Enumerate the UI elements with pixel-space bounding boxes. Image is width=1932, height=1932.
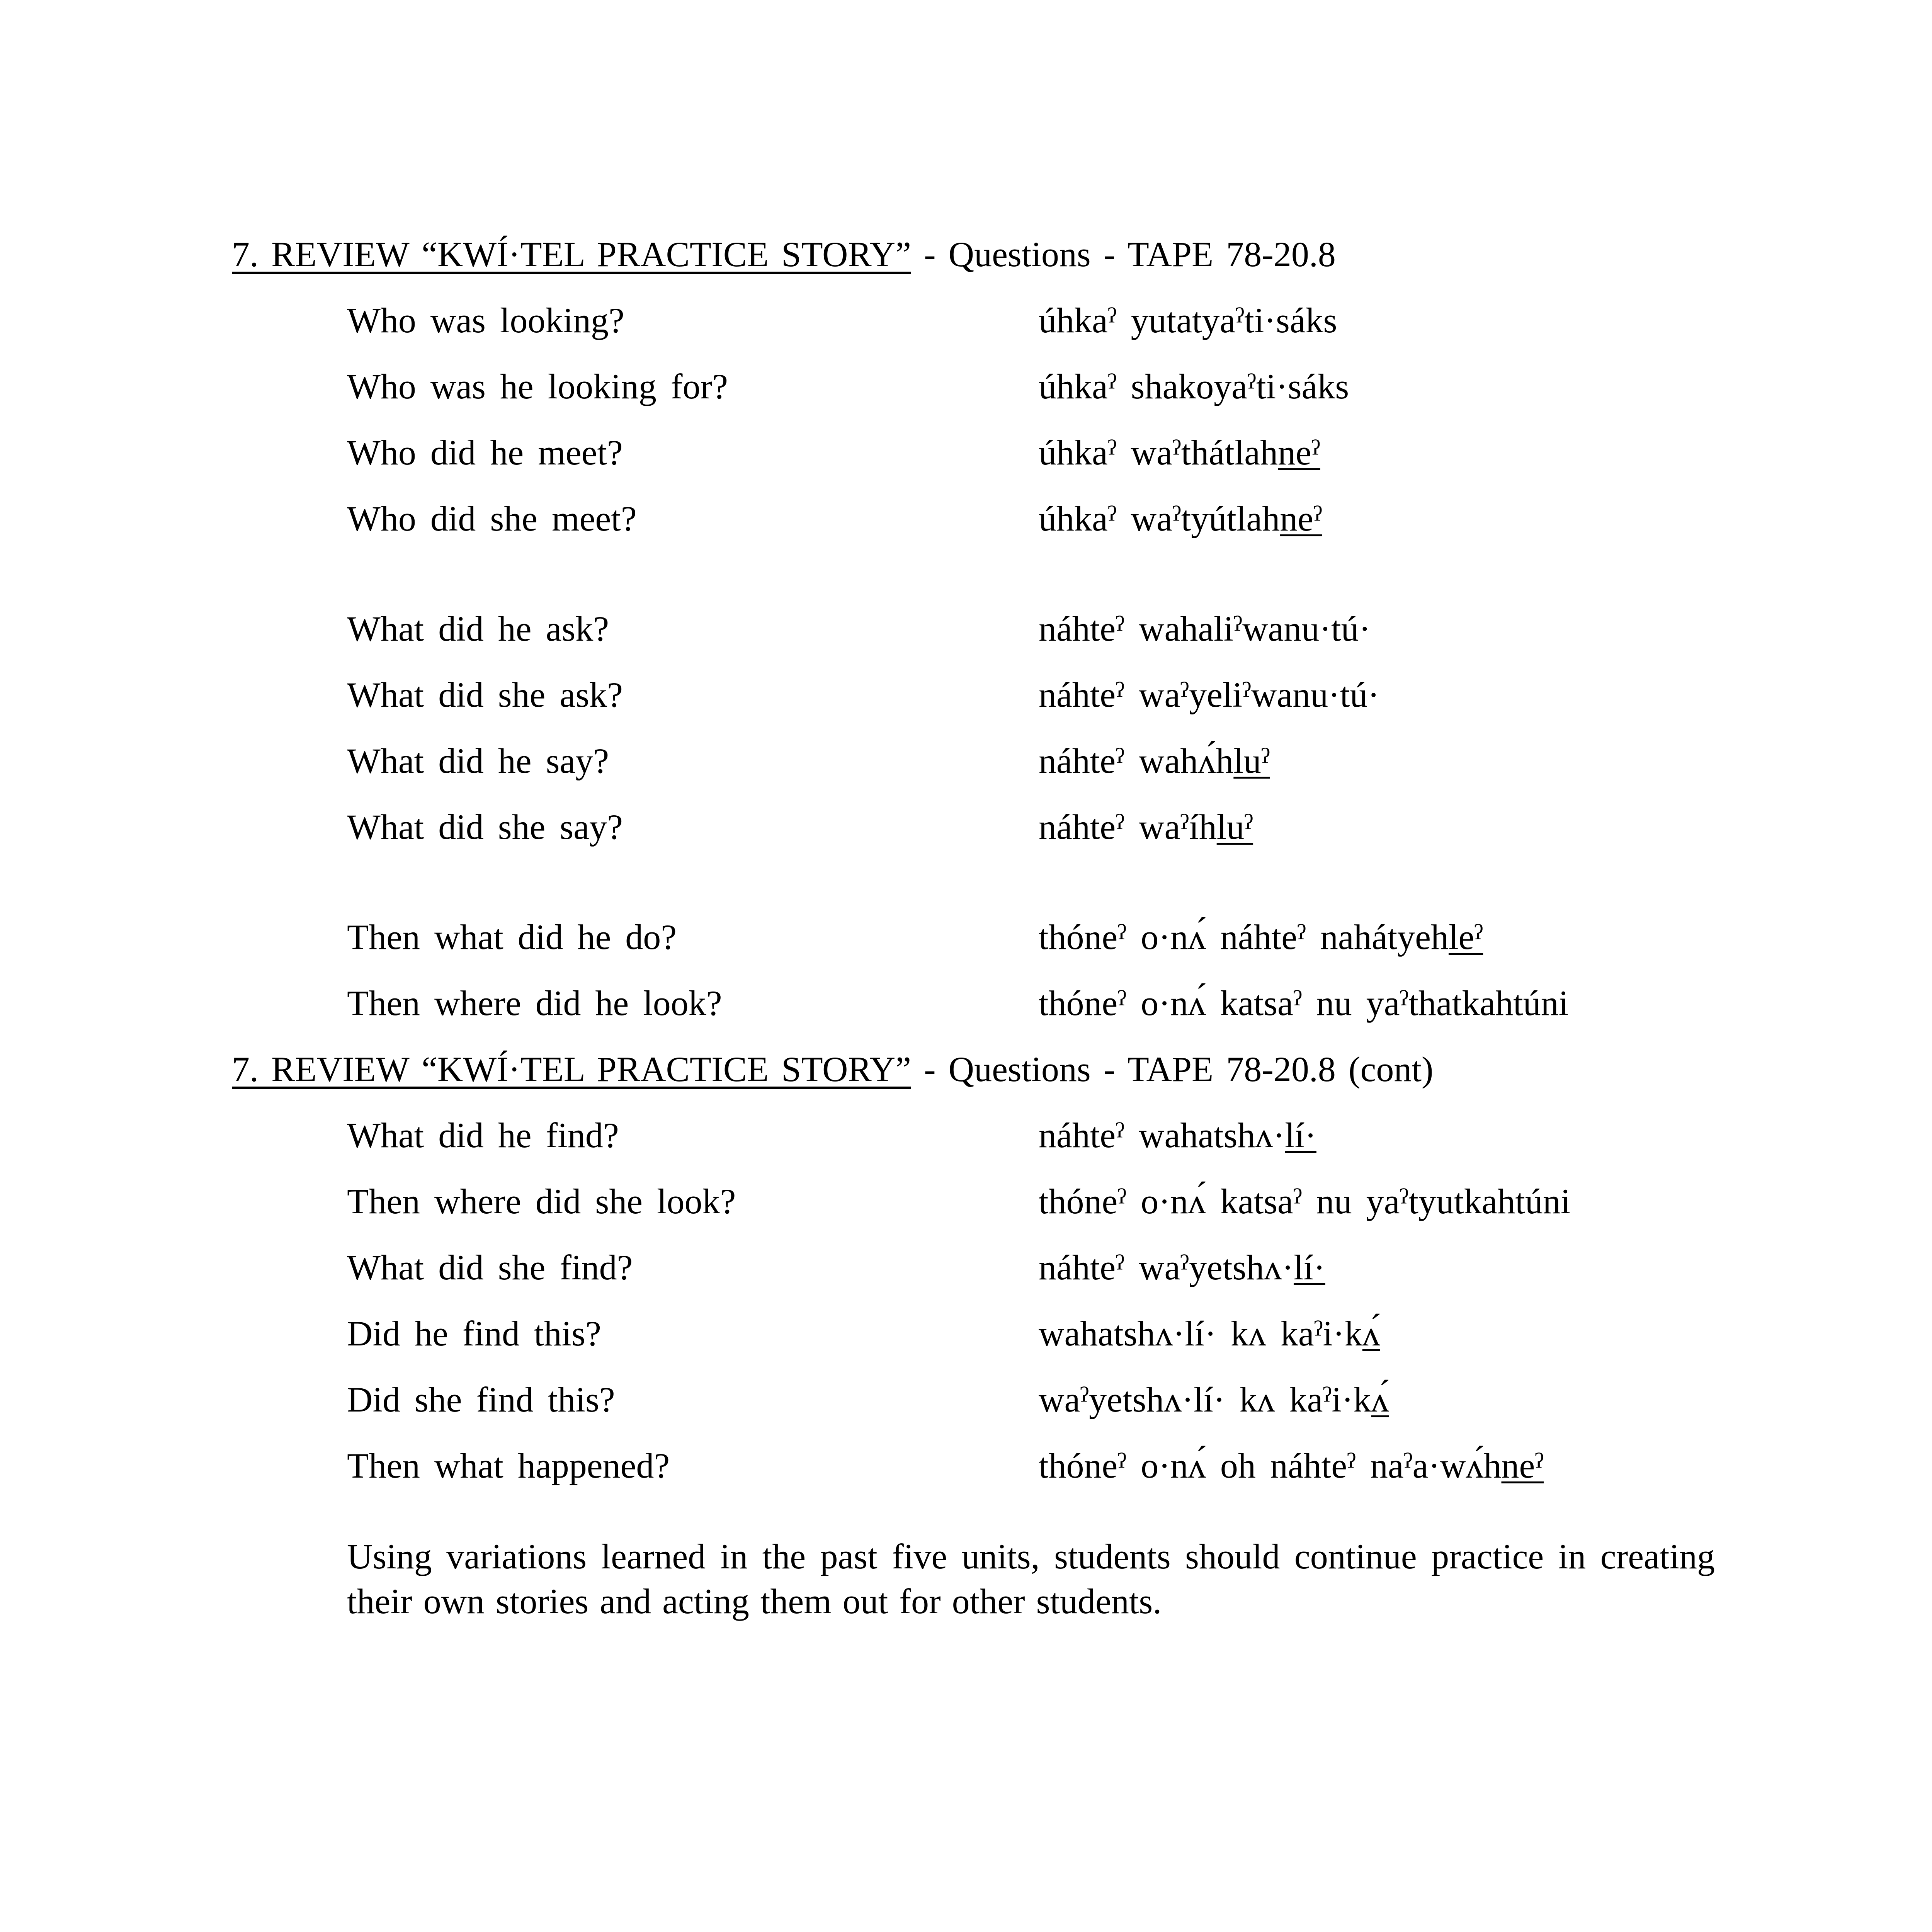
oneida-answer: thóneˀ o·nʌ́ katsaˀ nu yaˀthatkahtúni — [1039, 983, 1569, 1023]
practice-note: Using variations learned in the past five units, students should continue practice in creating their own stories and acting them out for other students. — [347, 1537, 1715, 1621]
oneida-answer: náhteˀ waˀíhluˀ — [1039, 807, 1253, 847]
oneida-answer: thóneˀ o·nʌ́ oh náhteˀ naˀa·wʌ́hneˀ — [1039, 1446, 1544, 1485]
oneida-answer: thóneˀ o·nʌ́ katsaˀ nu yaˀtyutkahtúni — [1039, 1182, 1571, 1221]
question-row — [0, 497, 1932, 540]
english-question: Who did she meet? — [347, 499, 637, 538]
section-heading-1 — [232, 233, 1336, 276]
section-title: 7. REVIEW “KWÍ·TEL PRACTICE STORY” — [232, 235, 911, 274]
section-subtitle: - Questions - TAPE 78-20.8 (cont) — [911, 1049, 1434, 1089]
english-question: Who did he meet? — [347, 433, 623, 472]
oneida-answer: thóneˀ o·nʌ́ náhteˀ nahátyehleˀ — [1039, 917, 1483, 957]
question-row — [0, 1444, 1932, 1487]
question-row — [0, 1246, 1932, 1289]
english-question: What did he say? — [347, 741, 609, 781]
oneida-answer: waˀyetshʌ·lí· kʌ kaˀi·kʌ́ — [1039, 1380, 1389, 1419]
english-question: Who was looking? — [347, 301, 624, 340]
oneida-answer: úhkaˀ shakoyaˀti·sáks — [1039, 367, 1349, 406]
section-subtitle: - Questions - TAPE 78-20.8 — [911, 235, 1336, 274]
question-row — [0, 673, 1932, 716]
oneida-answer: úhkaˀ waˀtyútlahneˀ — [1039, 499, 1322, 538]
question-row — [0, 1114, 1932, 1156]
question-row — [0, 982, 1932, 1024]
english-question: Who was he looking for? — [347, 367, 728, 406]
question-row — [0, 1378, 1932, 1421]
oneida-answer: náhteˀ waˀyeliˀwanu·tú· — [1039, 675, 1380, 714]
question-row — [0, 740, 1932, 782]
oneida-answer: náhteˀ wahʌ́hluˀ — [1039, 741, 1270, 781]
section-title: 7. REVIEW “KWÍ·TEL PRACTICE STORY” — [232, 1049, 911, 1089]
question-row — [0, 806, 1932, 848]
english-question: Then where did he look? — [347, 983, 722, 1023]
english-question: Did she find this? — [347, 1380, 615, 1419]
oneida-answer: úhkaˀ yutatyaˀti·sáks — [1039, 301, 1337, 340]
oneida-answer: náhteˀ wahatshʌ·lí· — [1039, 1116, 1316, 1155]
english-question: What did he find? — [347, 1116, 619, 1155]
english-question: Then where did she look? — [347, 1182, 736, 1221]
english-question: Did he find this? — [347, 1314, 601, 1353]
oneida-answer: náhteˀ waˀyetshʌ·lí· — [1039, 1248, 1325, 1287]
english-question: What did she find? — [347, 1248, 633, 1287]
question-row — [0, 1180, 1932, 1223]
question-row — [0, 299, 1932, 342]
english-question: Then what did he do? — [347, 917, 677, 957]
english-question: Then what happened? — [347, 1446, 670, 1485]
oneida-answer: náhteˀ wahaliˀwanu·tú· — [1039, 609, 1371, 648]
oneida-answer: úhkaˀ waˀthátlahneˀ — [1039, 433, 1320, 472]
english-question: What did he ask? — [347, 609, 609, 648]
question-row — [0, 607, 1932, 650]
question-row — [0, 1312, 1932, 1355]
question-row — [0, 916, 1932, 958]
section-heading-2 — [232, 1048, 1434, 1090]
question-row — [0, 365, 1932, 408]
english-question: What did she say? — [347, 807, 623, 847]
english-question: What did she ask? — [347, 675, 623, 714]
question-row — [0, 431, 1932, 474]
oneida-answer: wahatshʌ·lí· kʌ kaˀi·kʌ́ — [1039, 1314, 1380, 1353]
